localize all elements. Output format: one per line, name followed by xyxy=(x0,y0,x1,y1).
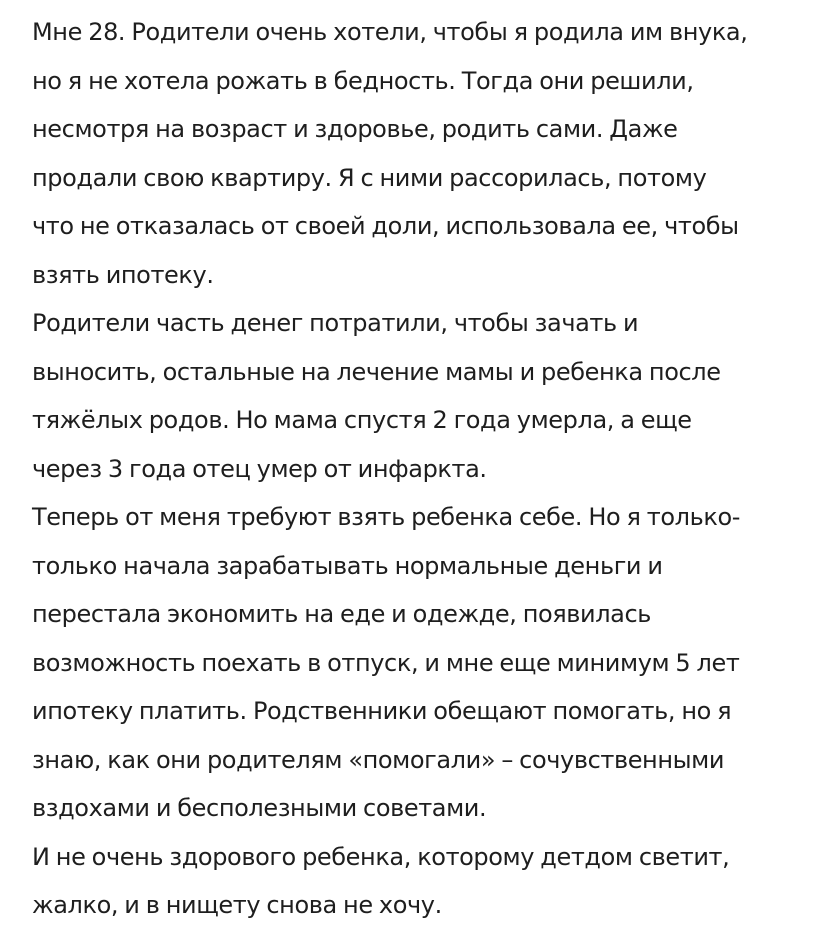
text-line: тяжёлых родов. Но мама спустя 2 года умерла, а еще xyxy=(32,406,692,434)
text-line: что не отказалась от своей доли, использовала ее, чтобы xyxy=(32,212,739,240)
text-line: Родители часть денег потратили, чтобы зачать и xyxy=(32,309,639,337)
text-line: но я не хотела рожать в бедность. Тогда они решили, xyxy=(32,66,694,95)
text-line: несмотря на возраст и здоровье, родить сами. Даже xyxy=(32,115,678,143)
text-line: возможность поехать в отпуск, и мне еще минимум 5 лет xyxy=(32,648,740,677)
text-line: выносить, остальные на лечение мамы и ребенка после xyxy=(32,357,721,386)
text-line: И не очень здорового ребенка, которому детдом светит, xyxy=(32,842,730,871)
text-line: взять ипотеку. xyxy=(32,260,214,289)
text-line: перестала экономить на еде и одежде, появилась xyxy=(32,600,652,628)
text-line: только начала зарабатывать нормальные деньги и xyxy=(32,551,663,580)
story-text xyxy=(32,8,812,930)
text-line: вздохами и бесполезными советами. xyxy=(32,794,487,822)
text-line: Мне 28. Родители очень хотели, чтобы я родила им внука, xyxy=(32,18,748,46)
text-line: продали свою квартиру. Я с ними рассорилась, потому xyxy=(32,163,707,192)
text-line: Теперь от меня требуют взять ребенка себе. Но я только- xyxy=(32,503,740,531)
text-line: ипотеку платить. Родственники обещают помогать, но я xyxy=(32,697,732,725)
text-line: через 3 года отец умер от инфаркта. xyxy=(32,454,487,483)
text-line: знаю, как они родителям «помогали» – сочувственными xyxy=(32,745,725,774)
text-line: жалко, и в нищету снова не хочу. xyxy=(32,891,442,919)
